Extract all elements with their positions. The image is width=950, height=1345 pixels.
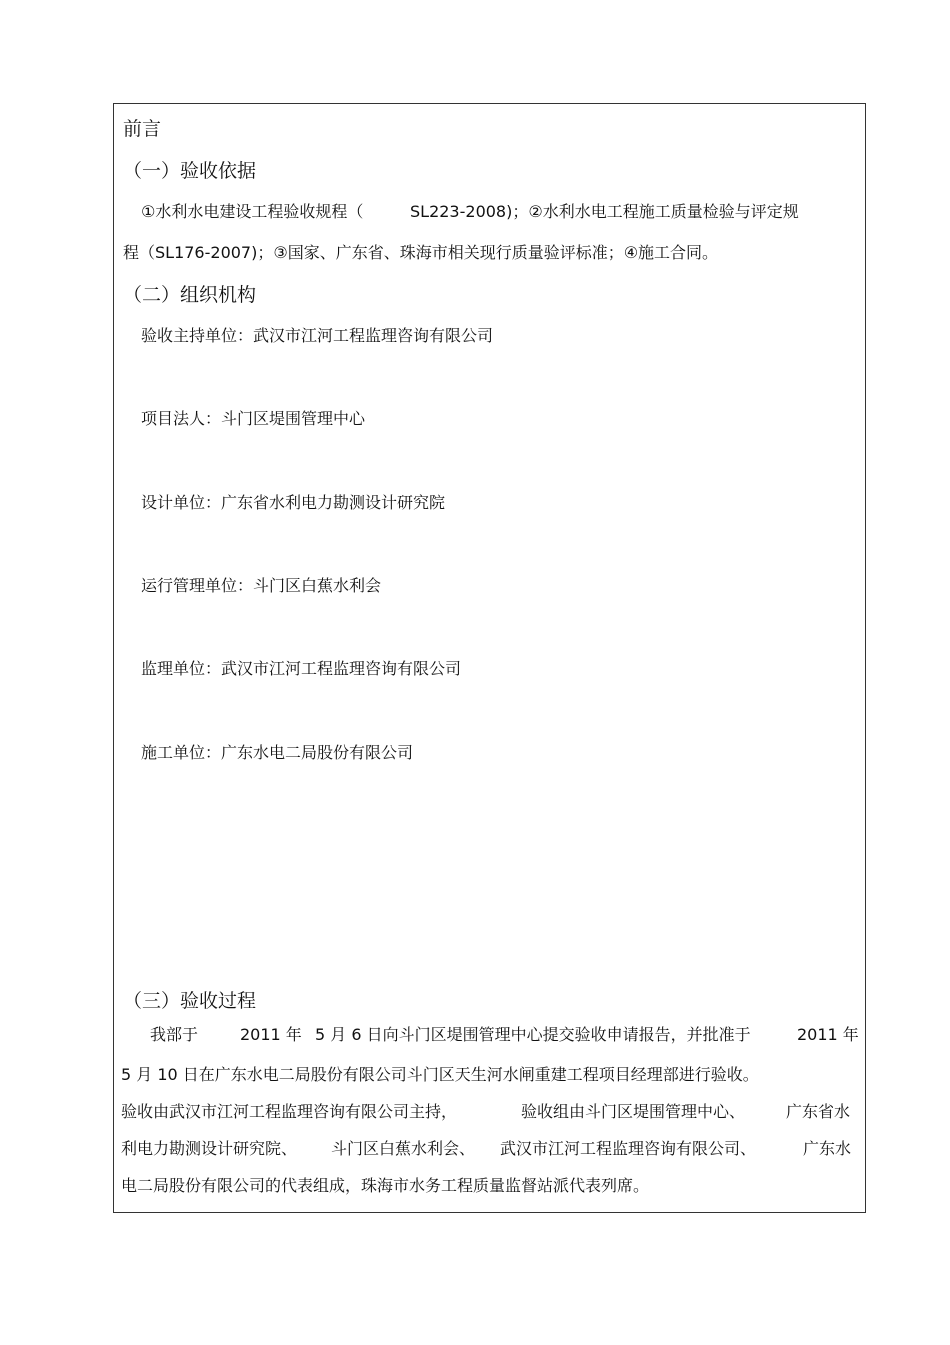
section3-p2: 5 月 10 日在广东水电二局股份有限公司斗门区天生河水闸重建工程项目经理部进行验收。: [121, 1065, 759, 1084]
org-item-host: 验收主持单位：武汉市江河工程监理咨询有限公司: [141, 326, 494, 345]
section3-p1-part2: 2011 年: [240, 1025, 302, 1044]
section3-p3-part3: 广东省水: [786, 1102, 851, 1121]
section1-heading: （一）验收依据: [123, 160, 257, 182]
section1-line2: 程（SL176-2007)；③国家、广东省、珠海市相关现行质量验评标准；④施工合同。: [123, 243, 719, 262]
org-item-operation: 运行管理单位：斗门区白蕉水利会: [141, 576, 382, 595]
org-item-supervision: 监理单位：武汉市江河工程监理咨询有限公司: [141, 659, 462, 678]
section3-p1-part4: 2011 年: [797, 1025, 859, 1044]
preface-title: 前言: [123, 118, 162, 140]
org-item-construction: 施工单位：广东水电二局股份有限公司: [141, 743, 414, 762]
section3-p4-part4: 广东水: [803, 1139, 852, 1158]
section3-p1-part3: 5 月 6 日向斗门区堤围管理中心提交验收申请报告，并批准于: [315, 1025, 751, 1044]
section3-p3-part1: 验收由武汉市江河工程监理咨询有限公司主持，: [121, 1102, 458, 1121]
section1-line1-part2: SL223-2008)；②水利水电工程施工质量检验与评定规: [410, 202, 799, 221]
section2-heading: （二）组织机构: [123, 284, 257, 306]
section3-heading: （三）验收过程: [123, 990, 257, 1012]
org-item-design: 设计单位：广东省水利电力勘测设计研究院: [141, 493, 446, 512]
section3-p3-part2: 验收组由斗门区堤围管理中心、: [521, 1102, 746, 1121]
section3-p4-part3: 武汉市江河工程监理咨询有限公司、: [500, 1139, 757, 1158]
section3-p4-part2: 斗门区白蕉水利会、: [331, 1139, 476, 1158]
section3-p4-part1: 利电力勘测设计研究院、: [121, 1139, 298, 1158]
section1-line1-part1: ①水利水电建设工程验收规程（: [141, 202, 364, 221]
document-frame: [113, 103, 866, 1213]
section3-p5: 电二局股份有限公司的代表组成，珠海市水务工程质量监督站派代表列席。: [121, 1176, 650, 1195]
section3-p1-part1: 我部于: [150, 1025, 199, 1044]
org-item-owner: 项目法人：斗门区堤围管理中心: [141, 409, 366, 428]
